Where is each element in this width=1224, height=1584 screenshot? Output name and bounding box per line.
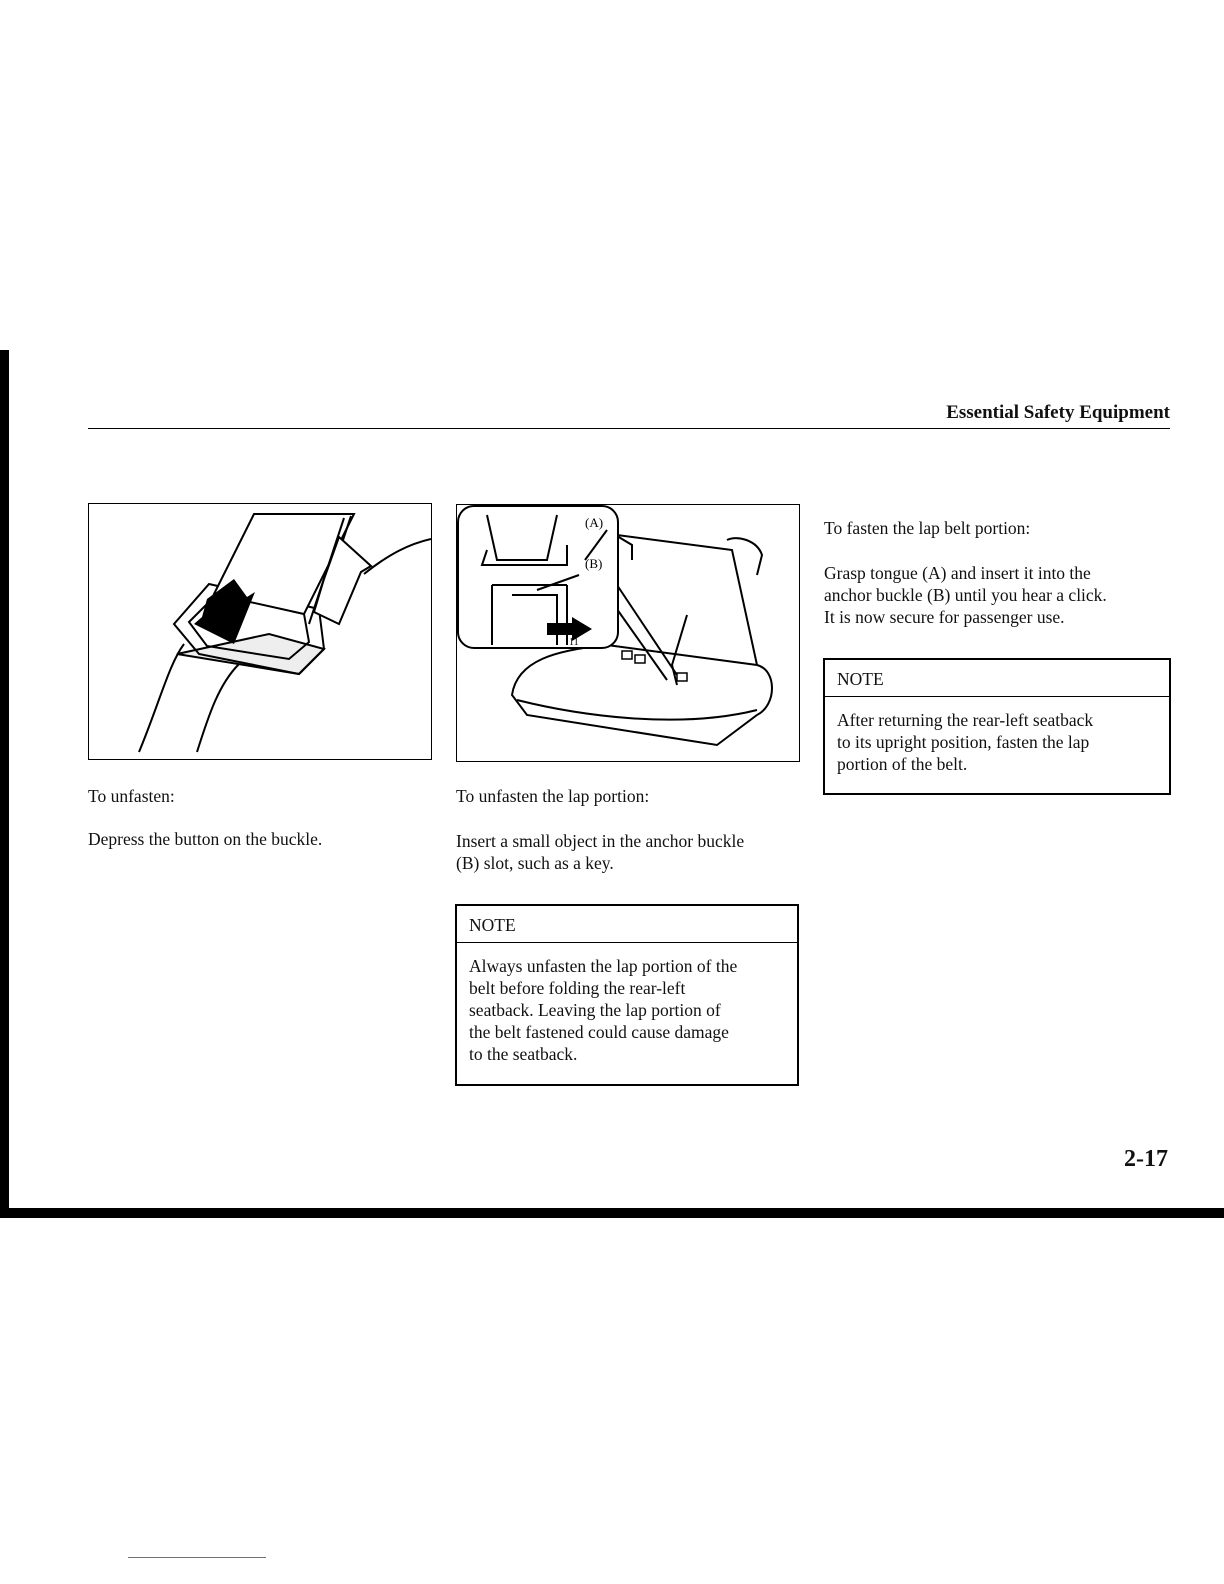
label-a: (A): [585, 515, 604, 530]
rear-seat-icon: [457, 505, 799, 761]
note-line: Always unfasten the lap portion of the: [469, 956, 738, 976]
unfasten-lap-heading: To unfasten the lap portion:: [456, 786, 650, 806]
page-number: 2-17: [1124, 1146, 1168, 1172]
unfasten-lap-body-line2: (B) slot, such as a key.: [456, 853, 614, 873]
note-body: [457, 943, 797, 1073]
bottom-rule: [0, 1208, 1224, 1218]
note-line: to the seatback.: [469, 1044, 578, 1064]
buckle-release-icon: [89, 504, 431, 759]
unfasten-heading: To unfasten:: [88, 786, 175, 806]
page-edge-bar: [0, 350, 9, 1218]
section-title: Essential Safety Equipment: [946, 402, 1170, 423]
note-box-seatback: [823, 658, 1171, 795]
footer-link-underline: [128, 1557, 266, 1558]
seatbelt-release-figure: [88, 503, 432, 760]
unfasten-body: Depress the button on the buckle.: [88, 829, 323, 849]
note-body: [825, 697, 1169, 783]
note-line: belt before folding the rear-left: [469, 978, 686, 998]
fasten-body: [824, 562, 1107, 628]
fasten-body-line: Grasp tongue (A) and insert it into the: [824, 563, 1091, 583]
fasten-body-line: anchor buckle (B) until you hear a click.: [824, 585, 1107, 605]
note-box-lap: [455, 904, 799, 1086]
label-b: (B): [585, 556, 603, 571]
label-small: 11: [569, 637, 579, 648]
header-rule: [88, 428, 1170, 429]
unfasten-lap-body: [456, 830, 744, 874]
fasten-heading: To fasten the lap belt portion:: [824, 518, 1031, 538]
note-line: seatback. Leaving the lap portion of: [469, 1000, 721, 1020]
note-line: portion of the belt.: [837, 754, 968, 774]
rear-seat-buckle-figure: [456, 504, 800, 762]
note-line: the belt fastened could cause damage: [469, 1022, 729, 1042]
note-title: NOTE: [457, 906, 797, 943]
fasten-body-line: It is now secure for passenger use.: [824, 607, 1065, 627]
note-line: After returning the rear-left seatback: [837, 710, 1094, 730]
note-line: to its upright position, fasten the lap: [837, 732, 1090, 752]
note-title: NOTE: [825, 660, 1169, 697]
unfasten-lap-body-line1: Insert a small object in the anchor buckle: [456, 831, 745, 851]
